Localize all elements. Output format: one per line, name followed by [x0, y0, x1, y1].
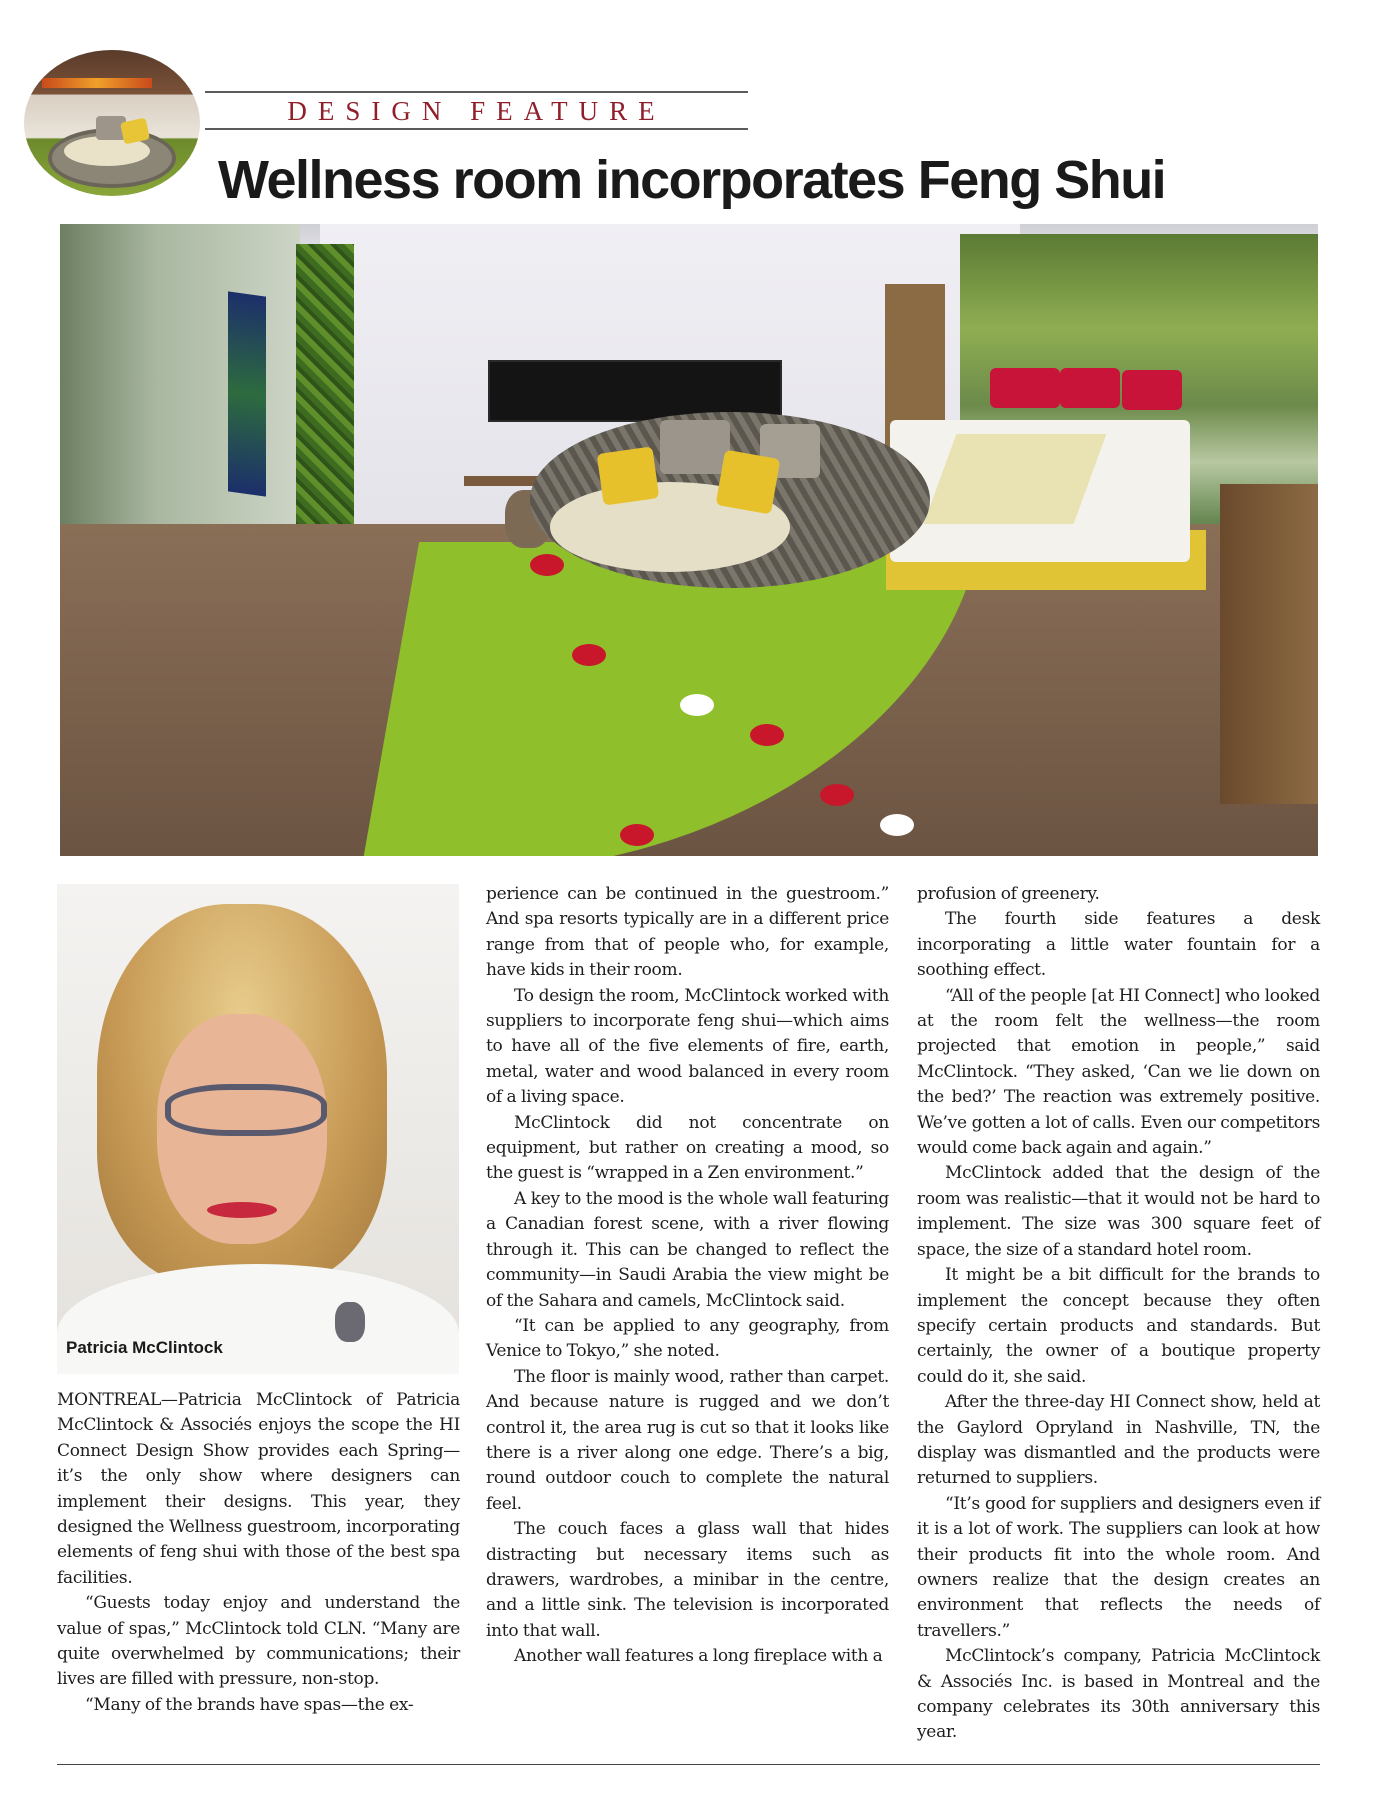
- kicker-rule-bottom: [205, 128, 748, 130]
- paragraph: perience can be continued in the guestroom.” And spa resorts typically are in a different price range from that of people who, for example, have kids in their room.: [486, 884, 889, 981]
- paragraph: McClintock did not concentrate on equipment, but rather on creating a mood, so the guest is “wrapped in a Zen environment.”: [486, 1112, 889, 1184]
- paragraph: It might be a bit difficult for the brands to implement the concept because they often specify certain products and standards. But certainly, the owner of a boutique property could do it, she said.: [917, 1265, 1320, 1387]
- paragraph: McClintock’s company, Patricia McClintock & Associés Inc. is based in Montreal and the company celebrates its 30th anniversary this year.: [917, 1646, 1320, 1743]
- article-column-2: [486, 882, 889, 1670]
- article-column-1: [57, 1388, 460, 1718]
- section-label: DESIGN FEATURE: [287, 96, 666, 126]
- wellness-room-photo: [60, 224, 1318, 856]
- kicker-rule-top: [205, 91, 748, 93]
- paragraph: Another wall features a long fireplace with a: [514, 1646, 883, 1667]
- portrait-photo: [57, 884, 459, 1374]
- section-thumbnail-photo: [24, 50, 200, 196]
- photo-caption: Patricia McClintock: [66, 1338, 223, 1357]
- paragraph: profusion of greenery.: [917, 884, 1100, 904]
- paragraph: After the three-day HI Connect show, held at the Gaylord Opryland in Nashville, TN, the display was dismantled and the products were returned to suppliers.: [917, 1392, 1320, 1489]
- paragraph: “Many of the brands have spas—the ex-: [85, 1694, 414, 1715]
- paragraph: “It can be applied to any geography, from Venice to Tokyo,” she noted.: [486, 1315, 889, 1362]
- paragraph: To design the room, McClintock worked with suppliers to incorporate feng shui—which aims to have all of the five elements of fire, earth, metal, water and wood balanced in every room of a living space.: [486, 985, 889, 1108]
- paragraph: The fourth side features a desk incorporating a little water fountain for a soothing effect.: [917, 909, 1320, 981]
- paragraph: “Guests today enjoy and understand the value of spas,” McClintock told CLN. “Many are quite overwhelmed by communications; their lives are filled with pressure, non-stop.: [57, 1593, 460, 1690]
- article-headline: Wellness room incorporates Feng Shui: [218, 150, 1166, 210]
- paragraph: McClintock added that the design of the room was realistic—that it would not be hard to implement. The size was 300 square feet of space, the size of a standard hotel room.: [917, 1163, 1320, 1260]
- paragraph: “It’s good for suppliers and designers even if it is a lot of work. The suppliers can look at how their products fit into the whole room. And owners realize that the design creates an environment that reflects the needs of travellers.”: [917, 1493, 1320, 1641]
- paragraph: A key to the mood is the whole wall featuring a Canadian forest scene, with a river flowing through it. This can be changed to reflect the community—in Saudi Arabia the view might be of the Sahara and camels, McClintock said.: [486, 1188, 889, 1311]
- paragraph: “All of the people [at HI Connect] who looked at the room felt the wellness—the room projected that emotion in people,” said McClintock. “They asked, ‘Can we lie down on the bed?’ The reaction was extremely positive. We’ve gotten a lot of calls. Even our competitors would come back again and again.”: [917, 985, 1320, 1159]
- paragraph: MONTREAL—Patricia McClintock of Patricia McClintock & Associés enjoys the scope the HI Connect Design Show provides each Spring—it’s the only show where designers can implement their designs. This year, they designed the Wellness guestroom, incorporating elements of feng shui with those of the best spa facilities.: [57, 1390, 460, 1588]
- paragraph: The couch faces a glass wall that hides distracting but necessary items such as drawers, wardrobes, a minibar in the centre, and a little sink. The television is incorporated into that wall.: [486, 1519, 889, 1641]
- page-bottom-rule: [57, 1764, 1320, 1765]
- paragraph: The floor is mainly wood, rather than carpet. And because nature is rugged and we don’t control it, the area rug is cut so that it looks like there is a river along one edge. There’s a big, round outdoor couch to complete the natural feel.: [486, 1366, 889, 1514]
- article-column-3: [917, 882, 1320, 1746]
